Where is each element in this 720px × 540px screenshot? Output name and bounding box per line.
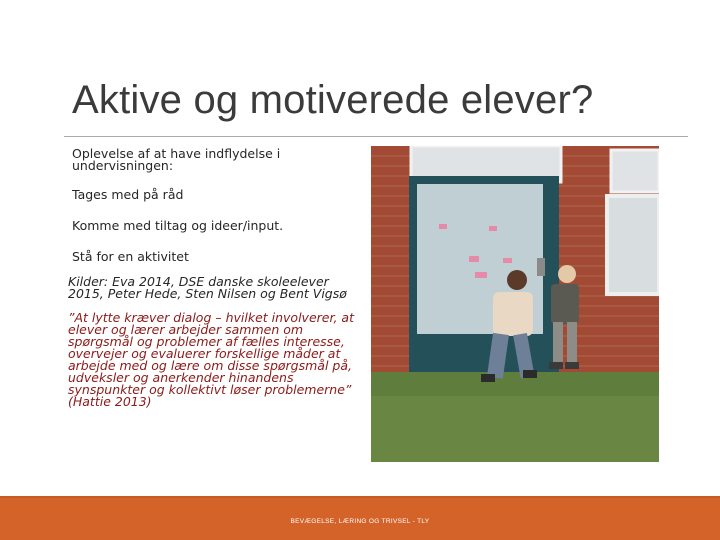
bullet-activity: Stå for en aktivitet <box>72 249 189 264</box>
bullet-influence: Oplevelse af at have indflydelse i undervisningen: <box>72 146 281 173</box>
slide-title: Aktive og motiverede elever? <box>72 78 594 122</box>
children-photo <box>371 146 659 462</box>
hattie-quote: ”At lytte kræver dialog – hvilket involverer, at elever og lærer arbejder sammen om spørgsmål og problemer af fælles interesse, overvejer og evaluerer forskellige måder at arbejde med og lære om disse spørgsmål på, udveksler og anerkender hinandens synspunkter og kollektivt løser problemerne” (Hattie 2013) <box>68 310 354 409</box>
bullet-advice: Tages med på råd <box>72 187 184 202</box>
sources-text: Kilder: Eva 2014, DSE danske skoleelever 2015, Peter Hede, Sten Nilsen og Bent Vigsø <box>68 274 347 301</box>
bullet-initiatives: Komme med tiltag og ideer/input. <box>72 218 284 233</box>
footer-text: BEVÆGELSE, LÆRING OG TRIVSEL - TLY <box>290 518 430 525</box>
slide-body <box>68 148 358 408</box>
title-divider <box>64 136 688 137</box>
